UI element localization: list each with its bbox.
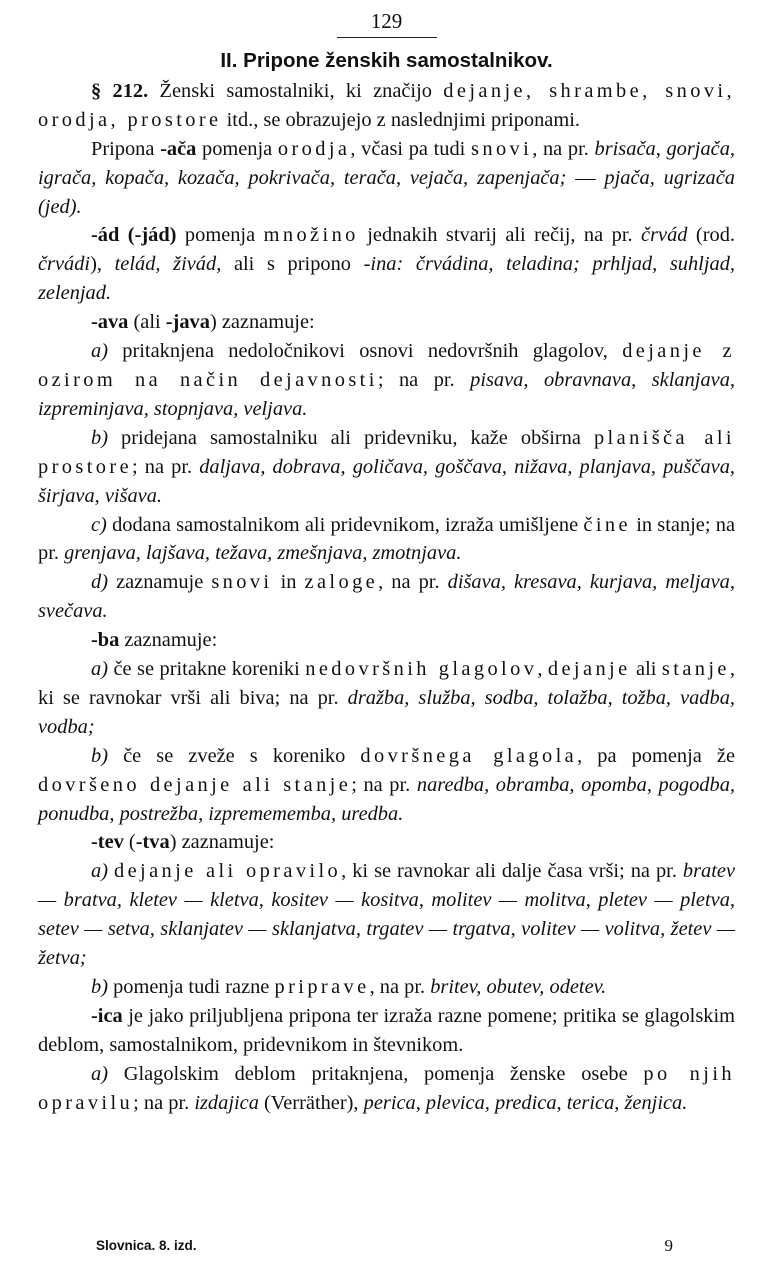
paragraph-ad: -ád (-jád) pomenja množino jednakih stvarij ali rečij, na pr. črvád (rod. črvádi), telád, živád, ali s pripono -ina: črvádina, teladina; prhljad, suhljad, zelenjad. xyxy=(38,224,736,305)
item-ava-c: c) dodana samostalnikom ali pridevnikom, izraža umišljene čine in stanje; na pr. grenjava, lajšava, težava, zmešnjava, zmotnjava. xyxy=(38,513,735,565)
item-tev-b: b) pomenja tudi razne priprave, na pr. britev, obutev, odetev. xyxy=(91,976,607,998)
suffix: -ád (-jád) xyxy=(91,224,177,247)
item-ba-a: a) če se pritakne koreniki nedovršnih glagolov, dejanje ali stanje, ki se ravnokar vrši ali biva; na pr. dražba, služba, sodba, tolažba, tožba, vadba, vodba; xyxy=(38,658,735,738)
page-number: 129 xyxy=(370,9,403,33)
paragraph-ava: -ava (ali -java) zaznamuje: xyxy=(91,311,315,334)
suffix: -tev xyxy=(91,831,124,854)
item-tev-a: a) dejanje ali opravilo, ki se ravnokar ali dalje časa vrši; na pr. bratev — bratva, kletev — kletva, kositev — kositva, molitev — molitva, pletev — pletva, setev — setva, sklanjatev — sklanjatva, trgatev — trgatva, volitev — volitva, žetev — žetva; xyxy=(38,860,735,970)
footer-sheet-number: 9 xyxy=(664,1236,673,1255)
suffix: -ava xyxy=(91,311,129,334)
item-ava-d: d) zaznamuje snovi in zaloge, na pr. dišava, kresava, kurjava, meljava, svečava. xyxy=(38,571,735,623)
item-ava-b: b) pridejana samostalniku ali pridevniku, kaže obširna planišča ali prostore; na pr. daljava, dobrava, goličava, goščava, nižava, planjava, puščava, širjava, višava. xyxy=(38,426,735,507)
suffix: -tva xyxy=(135,831,170,854)
suffix: -ba xyxy=(91,629,120,652)
examples: pjača, ugrizača (jed). xyxy=(38,166,735,218)
examples: brisača, gorjača, igrača, kopača, kozača, pokrivača, terača, vejača, zapenjača; xyxy=(38,137,735,189)
suffix: -ača xyxy=(160,137,197,160)
paragraph-ba: -ba zaznamuje: xyxy=(91,629,218,652)
suffix: -java xyxy=(165,311,210,334)
suffix: -ica xyxy=(91,1004,123,1027)
item-ica-a: a) Glagolskim deblom pritaknjena, pomenja ženske osebe po njih opravilu; na pr. izdajica (Verräther), perica, plevica, predica, terica, ženjica. xyxy=(38,1062,735,1114)
header-rule xyxy=(337,37,437,38)
section-number: § 212. xyxy=(91,79,149,102)
paragraph-212: § 212. Ženski samostalniki, ki značijo dejanje, shrambe, snovi, orodja, prostore itd., se obrazujejo z naslednjimi priponami. xyxy=(38,79,735,131)
paragraph-ica: -ica je jako priljubljena pripona ter izraža razne pomene; pritika se glagolskim deblom, samostalnikom, pridevnikom in števnikom. xyxy=(38,1004,735,1056)
item-ava-a: a) pritaknjena nedoločnikovi osnovi nedovršnih glagolov, dejanje z ozirom na način dejavnosti; na pr. pisava, obravnava, sklanjava, izpreminjava, stopnjava, veljava. xyxy=(38,340,735,420)
footer-signature: Slovnica. 8. izd. xyxy=(96,1238,197,1253)
section-heading: II. Pripone ženskih samostalnikov. xyxy=(220,49,553,72)
page-footer xyxy=(96,1235,673,1257)
item-ba-b: b) če se zveže s koreniko dovršnega glagola, pa pomenja že dovršeno dejanje ali stanje; na pr. naredba, obramba, opomba, pogodba, ponudba, postrežba, izpremememba, uredba. xyxy=(38,744,735,825)
paragraph-tev: -tev (-tva) zaznamuje: xyxy=(91,831,275,854)
paragraph-aca: Pripona -ača pomenja orodja, včasi pa tudi snovi, na pr. brisača, gorjača, igrača, kopača, kozača, pokrivača, terača, vejača, zapenjača; — pjača, ugrizača (jed). xyxy=(38,137,735,218)
